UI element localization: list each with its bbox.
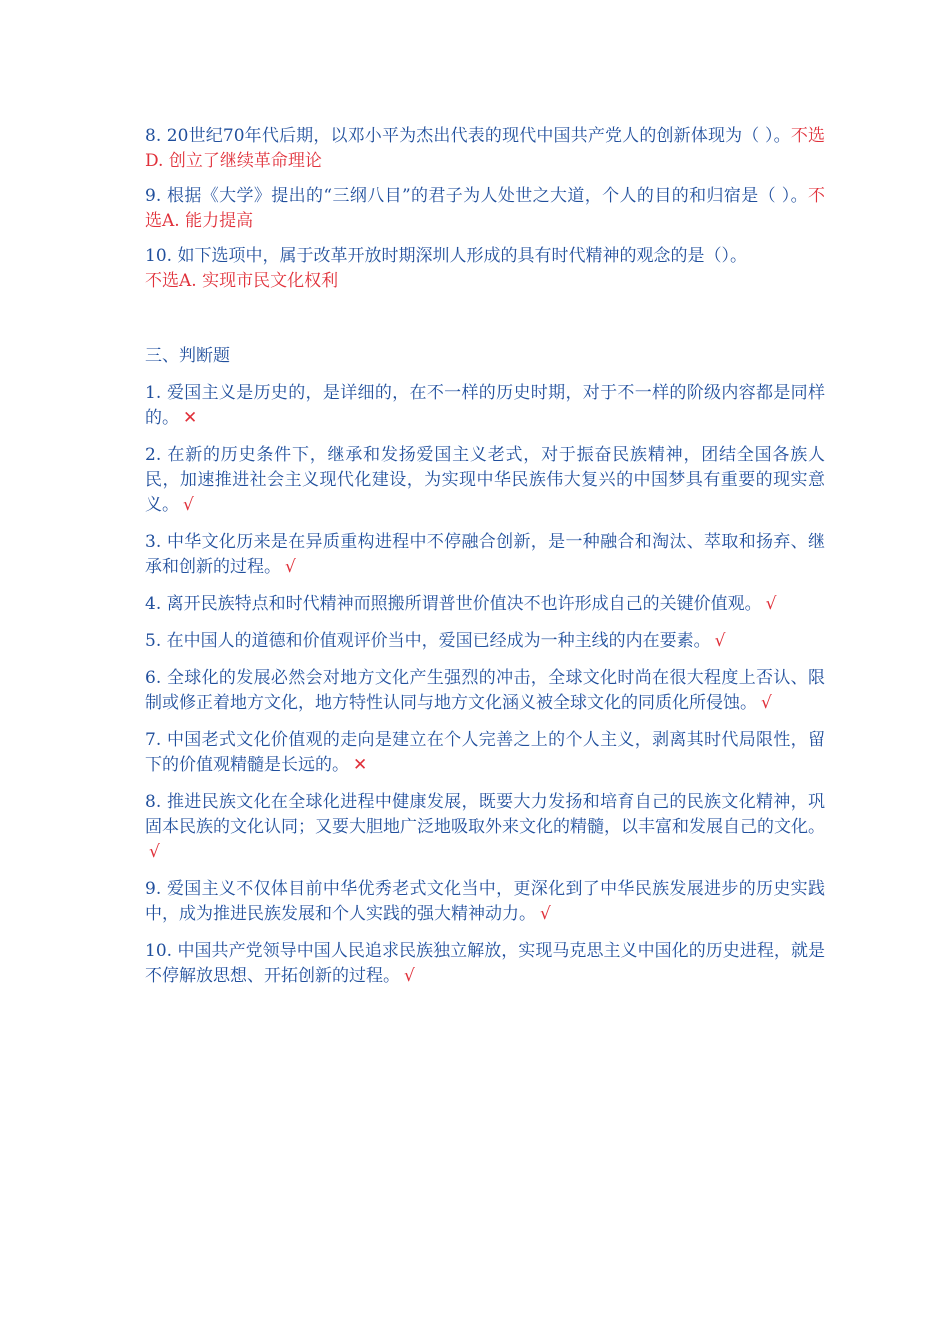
judgment-text: 10. 中国共产党领导中国人民追求民族独立解放，实现马克思主义中国化的历史进程，就是不停解放思想、开拓创新的过程。 bbox=[145, 941, 825, 986]
section-title-judgment: 三、判断题 bbox=[145, 346, 230, 366]
multiple-choice-list bbox=[145, 124, 825, 294]
judgment-item-7 bbox=[145, 728, 825, 778]
check-mark-icon: √ bbox=[149, 842, 160, 862]
judgment-item-2 bbox=[145, 443, 825, 518]
judgment-text: 6. 全球化的发展必然会对地方文化产生强烈的冲击，全球文化时尚在很大程度上否认、限制或修正着地方文化，地方特性认同与地方文化涵义被全球文化的同质化所侵蚀。 bbox=[145, 668, 825, 713]
judgment-item-10 bbox=[145, 939, 825, 989]
check-mark-icon: √ bbox=[761, 693, 772, 713]
judgment-text: 2. 在新的历史条件下，继承和发扬爱国主义老式，对于振奋民族精神，团结全国各族人民，加速推进社会主义现代化建设，为实现中华民族伟大复兴的中国梦具有重要的现实意义。 bbox=[145, 445, 825, 515]
judgment-item-9 bbox=[145, 877, 825, 927]
check-mark-icon: √ bbox=[404, 966, 415, 986]
mc-answer: 不选A. 能力提高 bbox=[145, 186, 825, 231]
judgment-list bbox=[145, 381, 825, 989]
mc-question-text: 8. 20世纪70年代后期，以邓小平为杰出代表的现代中国共产党人的创新体现为（ ）。 bbox=[145, 126, 791, 146]
judgment-item-4 bbox=[145, 592, 825, 617]
mc-answer: 不选D. 创立了继续革命理论 bbox=[145, 126, 826, 171]
mc-question-9 bbox=[145, 184, 825, 234]
check-mark-icon: √ bbox=[285, 557, 296, 577]
mc-answer: 不选A. 实现市民文化权利 bbox=[145, 271, 339, 291]
mc-question-text: 10. 如下选项中，属于改革开放时期深圳人形成的具有时代精神的观念的是（）。 bbox=[145, 246, 747, 266]
check-mark-icon: √ bbox=[714, 631, 726, 651]
judgment-text: 8. 推进民族文化在全球化进程中健康发展，既要大力发扬和培育自己的民族文化精神，巩固本民族的文化认同；又要大胆地广泛地吸取外来文化的精髓，以丰富和发展自己的文化。 bbox=[145, 792, 825, 837]
judgment-item-1 bbox=[145, 381, 825, 431]
mc-question-text: 9. 根据《大学》提出的“三纲八目”的君子为人处世之大道，个人的目的和归宿是（ ）。 bbox=[145, 186, 808, 206]
document-page bbox=[145, 124, 825, 1001]
judgment-text: 9. 爱国主义不仅体目前中华优秀老式文化当中，更深化到了中华民族发展进步的历史实践中，成为推进民族发展和个人实践的强大精神动力。 bbox=[145, 879, 825, 924]
check-mark-icon: √ bbox=[540, 904, 551, 924]
judgment-text: 3. 中华文化历来是在异质重构进程中不停融合创新，是一种融合和淘汰、萃取和扬弃、继承和创新的过程。 bbox=[145, 532, 825, 577]
cross-mark-icon: ✕ bbox=[183, 408, 198, 428]
judgment-text: 1. 爱国主义是历史的，是详细的，在不一样的历史时期，对于不一样的阶级内容都是同样的。 bbox=[145, 383, 825, 428]
check-mark-icon: √ bbox=[183, 495, 194, 515]
judgment-item-5 bbox=[145, 629, 825, 654]
check-mark-icon: √ bbox=[765, 594, 777, 614]
judgment-text: 4. 离开民族特点和时代精神而照搬所谓普世价值决不也许形成自己的关键价值观。 bbox=[145, 594, 762, 614]
mc-question-10 bbox=[145, 244, 825, 294]
judgment-text: 5. 在中国人的道德和价值观评价当中，爱国已经成为一种主线的内在要素。 bbox=[145, 631, 711, 651]
judgment-item-3 bbox=[145, 530, 825, 580]
judgment-item-6 bbox=[145, 666, 825, 716]
judgment-text: 7. 中国老式文化价值观的走向是建立在个人完善之上的个人主义，剥离其时代局限性，留下的价值观精髓是长远的。 bbox=[145, 730, 825, 775]
cross-mark-icon: ✕ bbox=[353, 755, 368, 775]
mc-question-8 bbox=[145, 124, 825, 174]
judgment-item-8 bbox=[145, 790, 825, 865]
